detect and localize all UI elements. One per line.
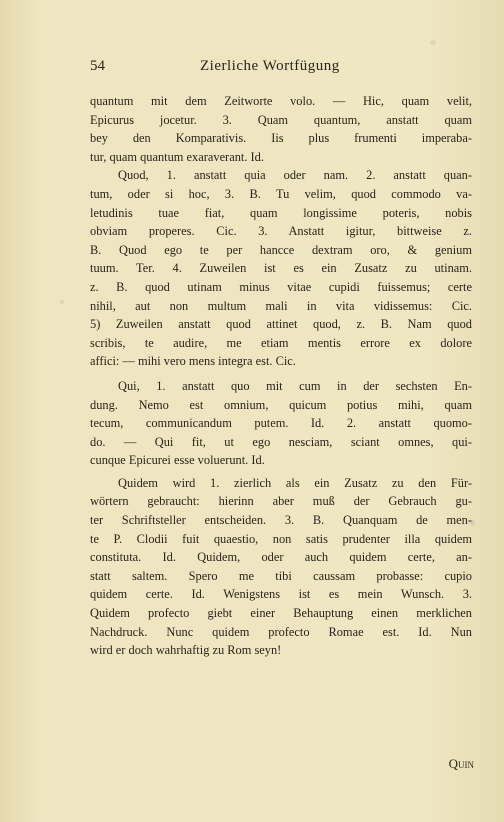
text-line: tur, quam quantum exaraverant. Id. xyxy=(90,149,264,164)
text-line: B. Quod ego te per hancce dextram oro, & genium xyxy=(90,242,472,257)
text-line: Epicurus jocetur. 3. Quam quantum, anstatt quam xyxy=(90,112,472,127)
paragraph-qui xyxy=(90,377,472,470)
text-line: 5) Zuweilen anstatt quod attinet quod, z. B. Nam quod xyxy=(90,317,472,332)
text-line: Quidem wird 1. zierlich als ein Zusatz zu den Für- xyxy=(118,475,472,490)
paragraph-quantum xyxy=(90,92,472,166)
text-line: Nachdruck. Nunc quidem profecto Romae est. Id. Nun xyxy=(90,624,472,639)
text-line: statt saltem. Spero me tibi caussam probasse: cupio xyxy=(90,568,472,583)
text-line: Qui, 1. anstatt quo mit cum in der sechsten En- xyxy=(118,378,472,393)
text-line: tuum. Ter. 4. Zuweilen ist es ein Zusatz zu utinam. xyxy=(90,261,472,276)
running-title: Zierliche Wortfügung xyxy=(200,58,340,74)
text-line: tecum, communicandum putem. Id. 2. anstatt quomo- xyxy=(90,416,472,431)
text-line: wird er doch wahrhaftig zu Rom seyn! xyxy=(90,643,282,658)
running-head xyxy=(90,58,420,80)
text-line: affici: — mihi vero mens integra est. Cic. xyxy=(90,354,296,369)
page-number: 54 xyxy=(90,58,105,74)
text-line: bey den Komparativis. Iis plus frumenti imperaba- xyxy=(90,131,472,146)
text-line: Quod, 1. anstatt quia oder nam. 2. anstatt quan- xyxy=(118,168,472,183)
paragraph-quod xyxy=(90,166,472,371)
text-line: nihil, aut non multum mali in vita vidissemus: Cic. xyxy=(90,298,472,313)
paper-spot xyxy=(430,40,436,45)
text-line: dung. Nemo est omnium, quicum potius mihi, quam xyxy=(90,397,472,412)
paragraph-quidem xyxy=(90,474,472,660)
catchword: Quin xyxy=(448,756,474,771)
text-line: z. B. quod utinam minus vitae cupidi fuissemus; certe xyxy=(90,279,472,294)
text-line: do. — Qui fit, ut ego nesciam, sciant omnes, qui- xyxy=(90,434,472,449)
text-body xyxy=(90,92,472,660)
text-line: Quidem profecto giebt einer Behauptung einen merklichen xyxy=(90,606,472,621)
text-line: constituta. Id. Quidem, oder auch quidem certe, an- xyxy=(90,550,472,565)
text-line: cunque Epicurei esse voluerunt. Id. xyxy=(90,453,265,468)
text-line: obviam properes. Cic. 3. Anstatt igitur, bittweise z. xyxy=(90,224,472,239)
text-line: ter Schriftsteller entscheiden. 3. B. Quanquam de men- xyxy=(90,513,472,528)
text-line: scribis, te audire, me etiam mentis errore ex dolore xyxy=(90,335,472,350)
text-line: tum, oder si hoc, 3. B. Tu velim, quod commodo va- xyxy=(90,186,472,201)
text-line: quantum mit dem Zeitworte volo. — Hic, quam velit, xyxy=(90,94,472,108)
text-line: letudinis tuae fiat, quam longissime poteris, nobis xyxy=(90,205,472,220)
text-line: te P. Clodii fuit quaestio, non satis prudenter illa quidem xyxy=(90,531,472,546)
paper-spot xyxy=(60,300,64,304)
text-line: wörtern gebraucht: hierinn aber muß der Gebrauch gu- xyxy=(90,494,472,509)
text-line: quidem certe. Id. Wenigstens ist es mein Wunsch. 3. xyxy=(90,587,472,602)
